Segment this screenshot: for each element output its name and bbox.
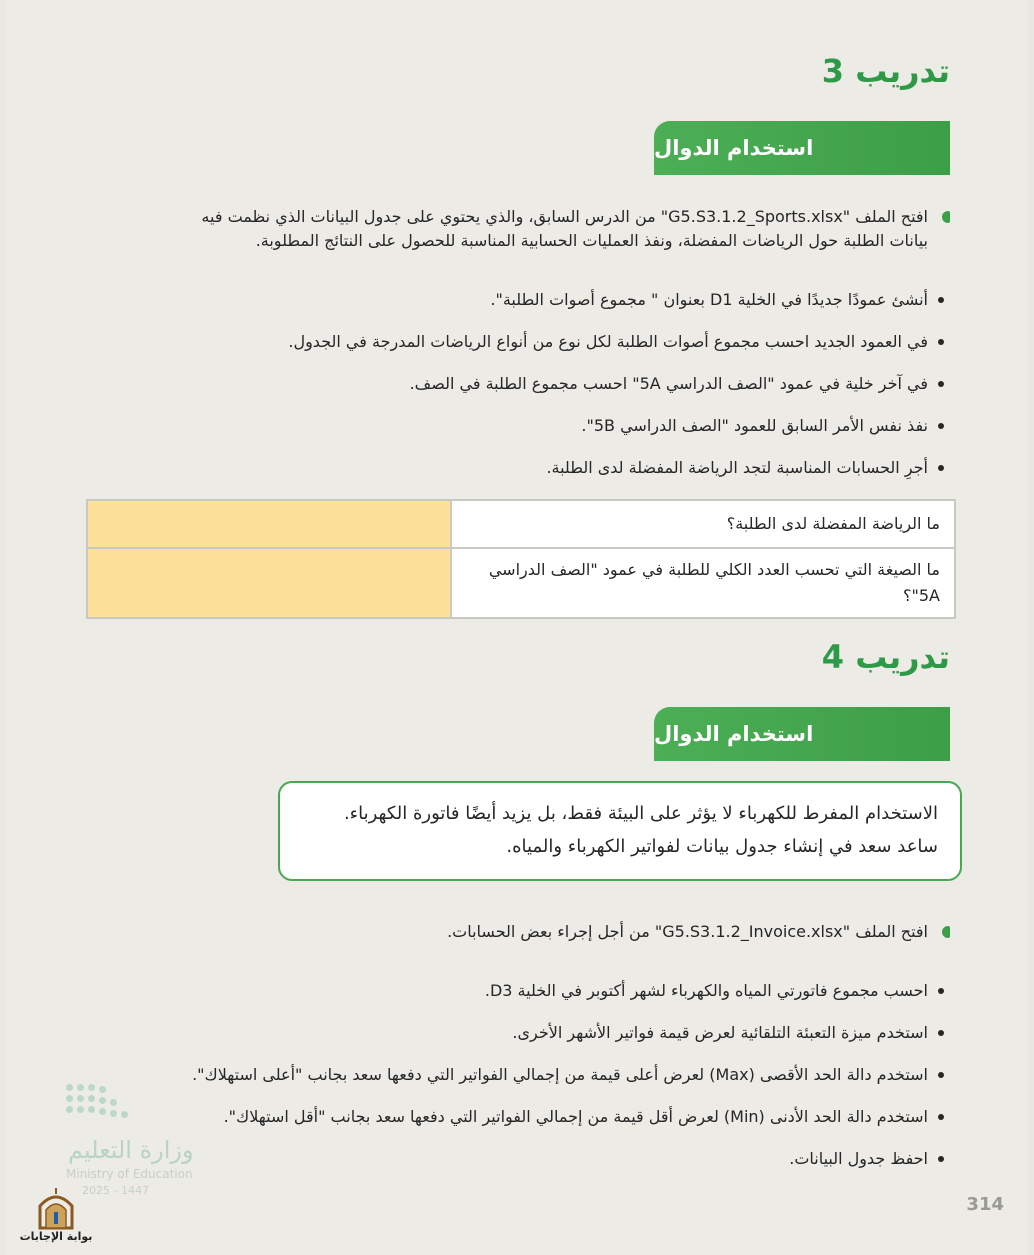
intro-line-1: افتح الملف "G5.S3.1.2_Sports.xlsx" من الدرس السابق، والذي يحتوي على جدول البيانات الذي نظمت فيه [201,207,928,226]
ministry-year: 2025 - 1447 [82,1184,149,1197]
question-cell: ما الرياضة المفضلة لدى الطلبة؟ [451,500,955,548]
step-item: استخدم دالة الحد الأدنى (Min) لعرض أقل قيمة من إجمالي الفواتير التي دفعها سعد بجانب "أقل استهلاك". [120,1104,950,1146]
ministry-arabic-name: وزارة التعليم [68,1136,194,1164]
ministry-english-name: Ministry of Education [66,1167,193,1181]
page-number: 314 [966,1194,1004,1215]
ministry-logo-dots-icon [66,1080,206,1120]
answer-cell[interactable] [87,500,451,548]
note-line-1: الاستخدام المفرط للكهرباء لا يؤثر على البيئة فقط، بل يزيد أيضًا فاتورة الكهرباء. [343,803,938,824]
exercise-3-title: تدريب 3 [821,52,950,90]
exercise-3-band: استخدام الدوال [654,121,950,175]
step-item: في العمود الجديد احسب مجموع أصوات الطلبة لكل نوع من أنواع الرياضات المدرجة في الجدول. [120,329,950,371]
step-item: احفظ جدول البيانات. [120,1146,950,1188]
site-logo-caption: بوابة الإجابات [19,1230,93,1243]
answer-cell[interactable] [87,548,451,618]
site-logo [14,1186,98,1246]
context-note-box [278,781,962,881]
step-item: أجرِ الحسابات المناسبة لتجد الرياضة المفضلة لدى الطلبة. [120,455,950,497]
mosque-icon [14,1186,98,1230]
step-item: نفذ نفس الأمر السابق للعمود "الصف الدراسي 5B". [120,413,950,455]
table-row [87,500,955,548]
question-cell: ما الصيغة التي تحسب العدد الكلي للطلبة في عمود "الصف الدراسي 5A"؟ [451,548,955,618]
exercise-4-band: استخدام الدوال [654,707,950,761]
questions-table [86,499,956,619]
table-row [87,548,955,618]
step-item: استخدم ميزة التعبئة التلقائية لعرض قيمة فواتير الأشهر الأخرى. [120,1020,950,1062]
step-item: في آخر خلية في عمود "الصف الدراسي 5A" احسب مجموع الطلبة في الصف. [120,371,950,413]
intro-line-2: بيانات الطلبة حول الرياضات المفضلة، ونفذ العمليات الحسابية المناسبة للحصول على النتائج المطلوبة. [255,231,928,250]
exercise-4-title: تدريب 4 [821,638,950,676]
note-line-2: ساعد سعد في إنشاء جدول بيانات لفواتير الكهرباء والمياه. [506,836,938,857]
intro-line: افتح الملف "G5.S3.1.2_Invoice.xlsx" من أجل إجراء بعض الحسابات. [447,922,928,941]
page [6,0,1028,1255]
green-bullet-icon [942,926,950,938]
exercise-3-intro [90,205,950,253]
green-bullet-icon [942,211,950,223]
exercise-3-steps [120,287,950,497]
step-item: أنشئ عمودًا جديدًا في الخلية D1 بعنوان " مجموع أصوات الطلبة". [120,287,950,329]
step-item: احسب مجموع فاتورتي المياه والكهرباء لشهر أكتوبر في الخلية D3. [120,978,950,1020]
step-item: استخدم دالة الحد الأقصى (Max) لعرض أعلى قيمة من إجمالي الفواتير التي دفعها سعد بجانب "أعلى استهلاك". [120,1062,950,1104]
exercise-4-steps [120,978,950,1188]
exercise-4-intro [90,920,950,944]
